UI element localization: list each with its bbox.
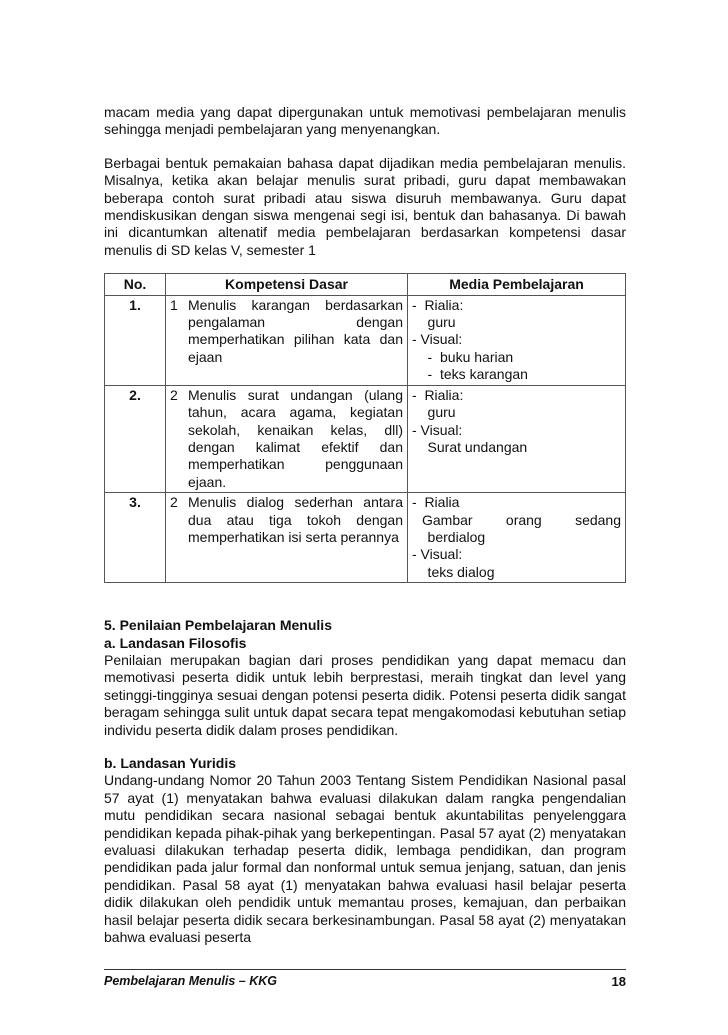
- kd-number: 2: [170, 386, 178, 403]
- intro-paragraph-1: macam media yang dapat dipergunakan untuk memotivasi pembelajaran menulis sehingga menjadi pembelajaran yang menyenangkan.: [104, 104, 626, 138]
- media-table: [104, 273, 626, 583]
- paragraph-filosofis: Penilaian merupakan bagian dari proses pendidikan yang dapat memacu dan memotivasi peserta didik untuk lebih berprestasi, meraih tingkat dan level yang setinggi-tingginya sesuai dengan potensi peserta didik. Potensi peserta didik sangat beragam sehingga sulit untuk dapat secara tepat mengakomodasi kebutuhan setiap individu peserta didik dalam proses pendidikan.: [104, 651, 626, 738]
- media-line: - teks karangan: [412, 366, 528, 383]
- row-number: 1.: [105, 295, 166, 385]
- media-line: Gambar orang sedang: [422, 511, 621, 528]
- media-cell: [408, 493, 626, 583]
- media-line: - Rialia:: [412, 296, 464, 313]
- media-cell: [408, 385, 626, 492]
- paragraph-yuridis: Undang-undang Nomor 20 Tahun 2003 Tentang Sistem Pendidikan Nasional pasal 57 ayat (1) menyatakan bahwa evaluasi dilakukan dalam rangka pengendalian mutu pendidikan secara nasional sebagai bentuk akuntabilitas penyelenggara pendidikan kepada pihak-pihak yang berkepentingan. Pasal 57 ayat (2) menyatakan evaluasi dilakukan terhadap peserta didik, lembaga pendidikan, dan program pendidikan pada jalur formal dan nonformal untuk semua jenjang, satuan, dan jenis pendidikan. Pasal 58 ayat (1) menyatakan bahwa evaluasi hasil belajar peserta didik dilakukan oleh pendidik untuk memantau proses, kemajuan, dan perbaikan hasil belajar peserta didik secara berkesinambungan. Pasal 58 ayat (2) menyatakan bahwa evaluasi peserta: [104, 772, 626, 946]
- media-line: - Rialia: [412, 494, 460, 511]
- table-row: [105, 295, 626, 385]
- media-line: guru: [412, 314, 456, 331]
- subsection-title-a: a. Landasan Filosofis: [104, 634, 247, 651]
- media-line: Surat undangan: [412, 438, 528, 455]
- row-number: 3.: [105, 493, 166, 583]
- kd-text: Menulis surat undangan (ulang tahun, acara agama, kegiatan sekolah, kenaikan kelas, dll) dengan kalimat efektif dan memperhatikan penggunaan ejaan.: [188, 386, 403, 490]
- footer-title: Pembelajaran Menulis – KKG: [104, 974, 277, 988]
- media-cell: [408, 295, 626, 385]
- media-line: - Rialia:: [412, 386, 464, 403]
- media-line: guru: [412, 404, 456, 421]
- page-number: 18: [611, 974, 626, 989]
- subsection-title-b: b. Landasan Yuridis: [104, 755, 237, 771]
- table-row: [105, 493, 626, 583]
- media-line: berdialog: [412, 528, 486, 545]
- media-line: teks dialog: [412, 563, 495, 580]
- table-row: [105, 385, 626, 492]
- table-header-kompetensi: Kompetensi Dasar: [166, 274, 408, 295]
- media-line: - Visual:: [412, 331, 463, 348]
- media-line: - buku harian: [412, 348, 514, 365]
- kd-text: Menulis karangan berdasarkan pengalaman dengan memperhatikan pilihan kata dan ejaan: [188, 296, 403, 365]
- media-line: - Visual:: [412, 421, 463, 438]
- kd-text: Menulis dialog sederhan antara dua atau tiga tokoh dengan memperhatikan isi serta perannya: [188, 494, 403, 545]
- document-page: [104, 104, 626, 946]
- kd-number: 1: [170, 296, 178, 313]
- section-title: 5. Penilaian Pembelajaran Menulis: [104, 617, 332, 634]
- table-header-media: Media Pembelajaran: [408, 274, 626, 295]
- intro-paragraph-2: Berbagai bentuk pemakaian bahasa dapat dijadikan media pembelajaran menulis. Misalnya, ketika akan belajar menulis surat pribadi, guru dapat membawakan beberapa contoh surat pribadi atau siswa disuruh membawanya. Guru dapat mendiskusikan dengan siswa mengenai segi isi, bentuk dan bahasanya. Di bawah ini dicantumkan altenatif media pembelajaran berdasarkan kompetensi dasar menulis di SD kelas V, semester 1: [104, 154, 626, 258]
- kd-number: 2: [170, 494, 178, 511]
- media-line: - Visual:: [412, 546, 463, 563]
- row-number: 2.: [105, 385, 166, 492]
- page-footer: [104, 969, 626, 989]
- table-header-no: No.: [105, 274, 166, 295]
